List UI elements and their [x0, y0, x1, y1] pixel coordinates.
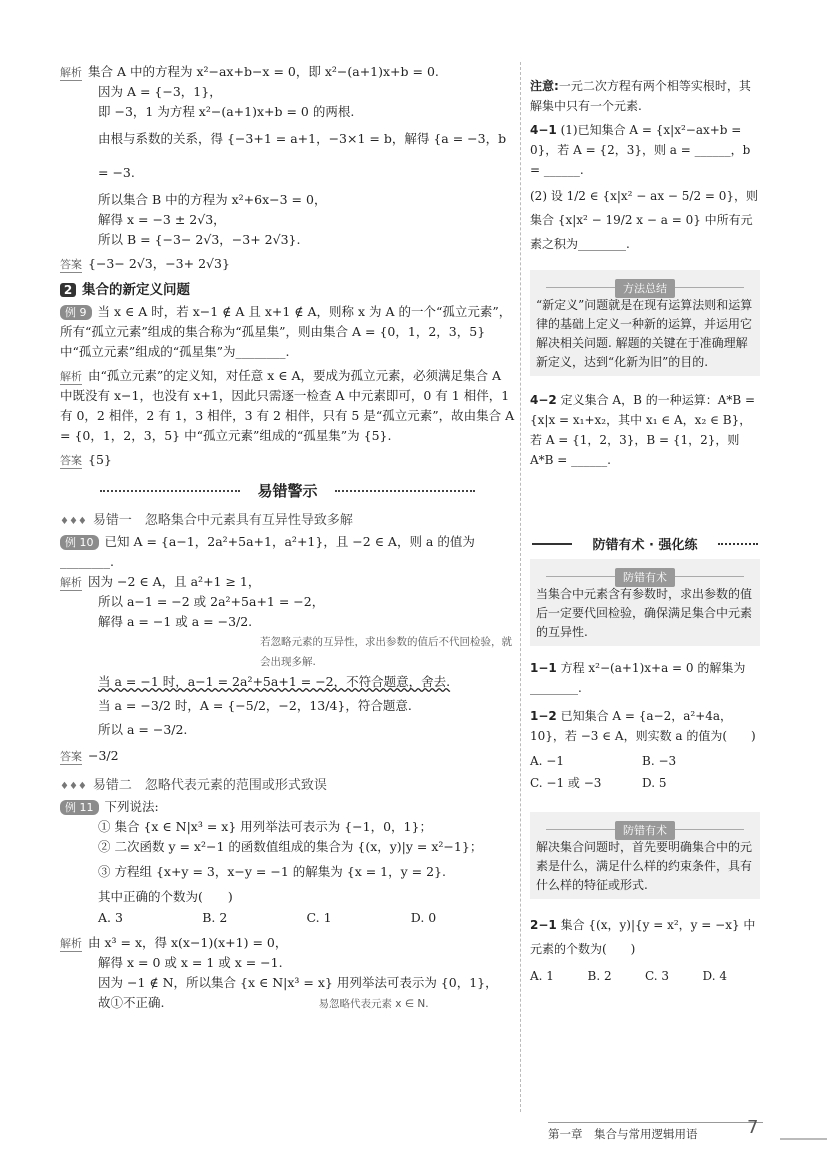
- exercise-4-1: [530, 120, 760, 180]
- drops-icon: ♦♦♦: [60, 781, 87, 792]
- choices-row: [530, 965, 760, 987]
- exercise-text: (1)已知集合 A = {x|x²−ax+b = 0}，若 A = {2，3}，则 a = ______，b = ______.: [530, 123, 751, 177]
- solution-line: 因为 −1 ∉ N，所以集合 {x ∈ N|x³ = x} 用列举法可表示为 {0，1}，: [98, 975, 498, 990]
- handwritten-note: 若忽略元素的互异性，求出参数的值后不代回检验，就会出现多解.: [260, 636, 512, 668]
- method-text: “新定义”问题就是在现有运算法则和运算律的基础上定义一种新的运算，并运用它解决相关问题. 解题的关键在于准确理解新定义，达到“化新为旧”的目的.: [536, 298, 753, 369]
- choice-d: D. 4: [702, 969, 727, 983]
- example-label: 例 9: [60, 305, 92, 320]
- handwritten-note: 易忽略代表元素 x ∈ N.: [318, 998, 429, 1010]
- solution-line: 解得 x = −3 ± 2√3，: [98, 212, 226, 227]
- tip-text: 当集合中元素含有参数时，求出参数的值后一定要代回检验，确保满足集合中元素的互异性.: [536, 587, 753, 639]
- banner-title: 易错警示: [60, 480, 515, 501]
- solution-line: 因为 A = {−3，1}，: [98, 84, 222, 99]
- solution-line: 当 a = −3/2 时，A = {−5/2，−2，13/4}，符合题意.: [98, 698, 412, 713]
- answer-text: {5}: [88, 452, 112, 467]
- section-number: 2: [60, 283, 76, 297]
- exercise-4-2: [530, 390, 760, 470]
- example-text: 下列说法:: [104, 799, 159, 814]
- box-heading-line: [546, 820, 744, 837]
- choice-c: C. 1: [306, 910, 332, 925]
- example-10: [60, 532, 515, 572]
- exercise-label: 1−2: [530, 709, 557, 723]
- example-text: 已知 A = {a−1，2a²+5a+1，a²+1}，且 −2 ∈ A，则 a 的值为________.: [60, 534, 475, 569]
- example-9-solution: [60, 366, 515, 446]
- tip-text: 解决集合问题时，首先要明确集合中的元素是什么，满足什么样的约束条件，具有什么样的特征或形式.: [536, 840, 753, 892]
- solution-line: 所以 a−1 = −2 或 2a²+5a+1 = −2，: [98, 594, 325, 609]
- daan-label: 答案: [60, 258, 82, 271]
- choice-d: D. 5: [642, 776, 667, 790]
- solution-line: 由 x³ = x，得 x(x−1)(x+1) = 0，: [88, 935, 288, 950]
- exercise-text: 方程 x²−(a+1)x+a = 0 的解集为________.: [530, 661, 746, 695]
- example-label: 例 10: [60, 535, 99, 550]
- exercise-label: 4−1: [530, 123, 557, 137]
- exercise-label: 4−2: [530, 393, 557, 407]
- choice-c: C. −1 或 −3: [530, 776, 602, 790]
- box-heading: 防错有术: [615, 568, 675, 587]
- jiexi-label: 解析: [60, 576, 82, 589]
- solution-line-final: [60, 993, 515, 1014]
- exercise-2-1: [530, 913, 760, 961]
- tip-box-1: [530, 559, 760, 646]
- note-text: 一元二次方程有两个相等实根时，其解集中只有一个元素.: [530, 79, 751, 113]
- daan-label: 答案: [60, 750, 82, 763]
- choice-b: B. 2: [202, 910, 228, 925]
- solution-line: 即 −3，1 为方程 x²−(a+1)x+b = 0 的两根.: [98, 104, 355, 119]
- column-divider: [520, 62, 521, 1112]
- choice-b: B. 2: [587, 969, 612, 983]
- box-heading-line: [546, 567, 744, 584]
- exercise-1-1: [530, 658, 760, 698]
- choice-a: A. 1: [530, 969, 554, 983]
- solution-block-1: [60, 62, 515, 82]
- example-text: 当 x ∈ A 时，若 x−1 ∉ A 且 x+1 ∉ A，则称 x 为 A 的一个“孤立元素”，所有“孤立元素”组成的集合称为“孤星集”，则由集合 A = {0，1，2，3，5} 中“孤立元素”组成的“孤星集”为________.: [60, 304, 512, 359]
- answer-row: [60, 254, 515, 274]
- practice-title: 防错有术 · 强化练: [530, 534, 760, 553]
- left-column: [60, 62, 515, 1014]
- tip-box-2: [530, 812, 760, 899]
- drops-icon: ♦♦♦: [60, 516, 87, 527]
- jiexi-label: 解析: [60, 937, 82, 950]
- solution-line: 因为 −2 ∈ A，且 a²+1 ≥ 1，: [88, 574, 261, 589]
- solution-line: 解得 x = 0 或 x = 1 或 x = −1.: [98, 955, 283, 970]
- answer-row: [60, 450, 515, 470]
- solution-line: 解得 a = −1 或 a = −3/2.: [98, 614, 253, 629]
- error-heading-2: [60, 774, 515, 793]
- section-heading: [60, 278, 515, 298]
- edge-tab-mark: [780, 1138, 827, 1140]
- method-summary-box: [530, 270, 760, 376]
- choice-d: D. 0: [410, 910, 437, 925]
- choices: [60, 907, 515, 929]
- statement: ③ 方程组 {x+y = 3，x−y = −1 的解集为 {x = 1，y = 2}.: [98, 864, 446, 879]
- chapter-footer: 第一章 集合与常用逻辑用语: [548, 1122, 763, 1142]
- exercise-4-1-part2: (2) 设 1/2 ∈ {x|x² − ax − 5/2 = 0}，则集合 {x|x² − 19/2 x − a = 0} 中所有元素之积为________.: [530, 189, 759, 251]
- example-10-solution: [60, 572, 515, 592]
- choices-row: [530, 750, 760, 772]
- solution-line: 当 a = −1 时，a−1 = 2a²+5a+1 = −2，不符合题意，舍去.: [98, 674, 451, 689]
- statement: 其中正确的个数为( ): [98, 889, 233, 904]
- answer-text: −3/2: [88, 748, 119, 763]
- choice-a: A. −1: [530, 754, 564, 768]
- statement: ② 二次函数 y = x²−1 的函数值组成的集合为 {(x，y)|y = x²−1}；: [98, 839, 483, 854]
- choice-a: A. 3: [98, 910, 123, 925]
- statement: ① 集合 {x ∈ N|x³ = x} 用列举法可表示为 {−1，0，1}；: [98, 819, 432, 834]
- exercise-1-2: [530, 706, 760, 746]
- exercise-text: 已知集合 A = {a−2，a²+4a，10}，若 −3 ∈ A，则实数 a 的值为( ): [530, 709, 756, 743]
- section-title: 集合的新定义问题: [82, 282, 190, 298]
- right-column: [530, 72, 760, 987]
- note-block: [530, 76, 760, 116]
- solution-line: 所以 B = {−3− 2√3，−3+ 2√3}.: [98, 232, 301, 247]
- solution-line: 所以集合 B 中的方程为 x²+6x−3 = 0，: [98, 192, 327, 207]
- exercise-label: 2−1: [530, 918, 557, 932]
- note-label: 注意:: [530, 79, 559, 93]
- page-number: 7: [747, 1117, 759, 1138]
- daan-label: 答案: [60, 454, 82, 467]
- example-9: [60, 302, 515, 362]
- choice-c: C. 3: [645, 969, 670, 983]
- box-heading-line: [546, 278, 744, 295]
- answer-text: {−3− 2√3，−3+ 2√3}: [88, 256, 230, 271]
- example-11-solution: [60, 933, 515, 953]
- box-heading: 防错有术: [615, 821, 675, 840]
- jiexi-label: 解析: [60, 370, 82, 383]
- solution-line: 故①不正确.: [98, 995, 165, 1010]
- choices-row: [530, 772, 760, 794]
- error-title: 易错一 忽略集合中元素具有互异性导致多解: [92, 513, 353, 528]
- box-heading: 方法总结: [615, 279, 675, 298]
- choice-b: B. −3: [642, 754, 677, 768]
- solution-line: 所以 a = −3/2.: [98, 722, 188, 737]
- exercise-text: 集合 {(x，y)|{y = x²，y = −x} 中元素的个数为( ): [530, 918, 756, 956]
- solution-text: 由“孤立元素”的定义知，对任意 x ∈ A，要成为孤立元素，必须满足集合 A 中既没有 x−1，也没有 x+1，因此只需逐一检查 A 中元素即可，0 有 1 相伴，1 有 0，2 相伴，2 有 1，3 相伴，3 有 2 相伴，只有 5 是“孤立元素”，故由集合 A = {0，1，2，3，5} 中“孤立元素”组成的“孤星集”为 {5}.: [60, 368, 515, 443]
- error-heading-1: [60, 509, 515, 528]
- exercise-label: 1−1: [530, 661, 557, 675]
- exercise-text: 定义集合 A，B 的一种运算：A*B = {x|x = x₁+x₂，其中 x₁ ∈ A，x₂ ∈ B}，若 A = {1，2，3}，B = {1，2}，则 A*B = ______.: [530, 393, 756, 467]
- solution-line: 集合 A 中的方程为 x²−ax+b−x = 0，即 x²−(a+1)x+b = 0.: [88, 64, 439, 79]
- example-11: [60, 797, 515, 817]
- example-label: 例 11: [60, 800, 99, 815]
- solution-line: 由根与系数的关系，得 {−3+1 = a+1，−3×1 = b，解得 {a = −3，b = −3.: [98, 131, 507, 180]
- answer-row: [60, 746, 515, 766]
- jiexi-label: 解析: [60, 66, 82, 79]
- error-title: 易错二 忽略代表元素的范围或形式致误: [92, 778, 327, 793]
